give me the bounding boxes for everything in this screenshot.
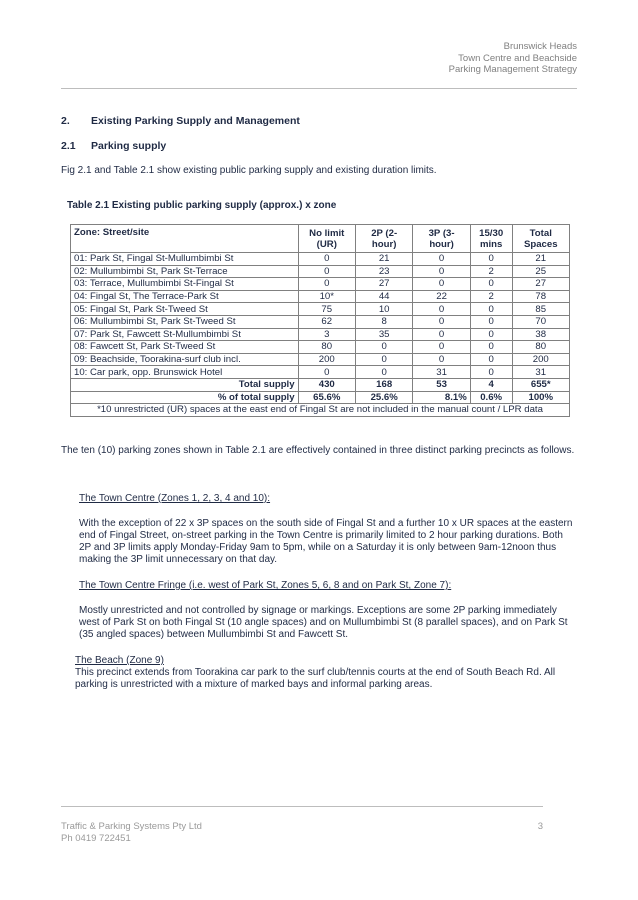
table-cell: 70 xyxy=(512,315,569,328)
table-cell: 8 xyxy=(355,315,412,328)
table-cell: 0 xyxy=(470,341,512,354)
table-cell: 31 xyxy=(413,366,470,379)
table-cell: 0 xyxy=(413,315,470,328)
table-row xyxy=(71,366,570,379)
table-cell: 0 xyxy=(413,341,470,354)
table-row xyxy=(71,328,570,341)
footer-company: Traffic & Parking Systems Pty Ltd xyxy=(61,821,202,832)
table-cell: 100% xyxy=(512,391,569,404)
table-cell: 06: Mullumbimbi St, Park St-Tweed St xyxy=(71,315,299,328)
fringe-text: Mostly unrestricted and not controlled by signage or markings. Exceptions are some 2P parking immediately west of Park St on both Fingal St (10 angle spaces) and on Mullumbimbi St (8 parallel spaces), and on Park St (35 angled spaces) between Mullumbimbi St and Fawcett St. xyxy=(79,605,568,640)
table-cell: 65.6% xyxy=(298,391,355,404)
subsection-title: Parking supply xyxy=(91,140,167,152)
table-cell: 53 xyxy=(413,378,470,391)
total-label: Total supply xyxy=(71,378,299,391)
table-cell: 8.1% xyxy=(413,391,470,404)
col-header-2p: 2P (2-hour) xyxy=(355,225,412,253)
table-cell: 0 xyxy=(413,303,470,316)
table-cell: 430 xyxy=(298,378,355,391)
percent-row xyxy=(71,391,570,404)
table-cell: 3 xyxy=(298,328,355,341)
table-note: *10 unrestricted (UR) spaces at the east end of Fingal St are not included in the manual count / LPR data xyxy=(71,404,570,417)
intro-paragraph: Fig 2.1 and Table 2.1 show existing public parking supply and existing duration limits. xyxy=(61,165,437,176)
town-centre-heading: The Town Centre (Zones 1, 2, 3, 4 and 10): xyxy=(79,493,271,504)
table-row xyxy=(71,253,570,266)
table-cell: 23 xyxy=(355,265,412,278)
subsection-number: 2.1 xyxy=(61,140,76,152)
table-cell: 44 xyxy=(355,290,412,303)
beach-text: This precinct extends from Toorakina car park to the surf club/tennis courts at the end of South Beach Rd. All parking is unrestricted with a mixture of marked bays and informal parking areas. xyxy=(75,667,556,690)
table-cell: 25 xyxy=(512,265,569,278)
section-number: 2. xyxy=(61,115,70,127)
table-cell: 04: Fingal St, The Terrace-Park St xyxy=(71,290,299,303)
col-header-3p: 3P (3-hour) xyxy=(413,225,470,253)
table-cell: 0 xyxy=(298,366,355,379)
table-cell: 01: Park St, Fingal St-Mullumbimbi St xyxy=(71,253,299,266)
table-cell: 21 xyxy=(355,253,412,266)
table-note-row xyxy=(71,404,570,417)
table-caption: Table 2.1 Existing public parking supply (approx.) x zone xyxy=(67,200,337,211)
subsection-heading xyxy=(61,140,166,152)
header-line-2: Town Centre and Beachside xyxy=(458,52,577,64)
table-cell: 22 xyxy=(413,290,470,303)
total-supply-row xyxy=(71,378,570,391)
header-divider xyxy=(61,88,577,89)
table-cell: 35 xyxy=(355,328,412,341)
col-header-zone: Zone: Street/site xyxy=(71,225,299,253)
table-cell: 31 xyxy=(512,366,569,379)
table-cell: 02: Mullumbimbi St, Park St-Terrace xyxy=(71,265,299,278)
table-cell: 200 xyxy=(512,353,569,366)
table-row xyxy=(71,341,570,354)
table-cell: 0 xyxy=(470,353,512,366)
table-cell: 27 xyxy=(512,278,569,291)
table-cell: 200 xyxy=(298,353,355,366)
table-header-row xyxy=(71,225,570,253)
table-cell: 0 xyxy=(298,253,355,266)
table-cell: 10* xyxy=(298,290,355,303)
table-cell: 07: Park St, Fawcett St-Mullumbimbi St xyxy=(71,328,299,341)
page-footer xyxy=(61,821,202,844)
col-header-total: Total Spaces xyxy=(512,225,569,253)
table-row xyxy=(71,290,570,303)
table-cell: 168 xyxy=(355,378,412,391)
table-cell: 21 xyxy=(512,253,569,266)
table-row xyxy=(71,278,570,291)
table-cell: 38 xyxy=(512,328,569,341)
table-cell: 0 xyxy=(355,366,412,379)
table-cell: 27 xyxy=(355,278,412,291)
table-cell: 03: Terrace, Mullumbimbi St-Fingal St xyxy=(71,278,299,291)
table-cell: 0 xyxy=(413,328,470,341)
table-cell: 0 xyxy=(355,341,412,354)
table-cell: 05: Fingal St, Park St-Tweed St xyxy=(71,303,299,316)
table-cell: 0 xyxy=(413,278,470,291)
header-line-1: Brunswick Heads xyxy=(503,41,577,52)
table-cell: 655* xyxy=(512,378,569,391)
section-title: Existing Parking Supply and Management xyxy=(91,115,300,127)
col-header-15-30: 15/30 mins xyxy=(470,225,512,253)
table-cell: 10 xyxy=(355,303,412,316)
after-table-paragraph: The ten (10) parking zones shown in Table 2.1 are effectively contained in three distinct parking precincts as follows. xyxy=(61,445,575,456)
table-row xyxy=(71,315,570,328)
table-cell: 0 xyxy=(413,265,470,278)
table-cell: 0 xyxy=(470,366,512,379)
table-cell: 80 xyxy=(298,341,355,354)
table-cell: 10: Car park, opp. Brunswick Hotel xyxy=(71,366,299,379)
table-cell: 09: Beachside, Toorakina-surf club incl. xyxy=(71,353,299,366)
footer-phone: Ph 0419 722451 xyxy=(61,832,131,844)
town-centre-text: With the exception of 22 x 3P spaces on the south side of Fingal St and a further 10 x UR spaces at the eastern end of Fingal Street, on-street parking in the Town Centre is primarily limited to 2 hour parking durations. Both 2P and 3P limits apply Monday-Friday 9am to 5pm, while on a Saturday it is only between 9am-12noon thus making the 3P limit unnecessary on that day. xyxy=(79,518,573,565)
table-cell: 4 xyxy=(470,378,512,391)
beach-heading: The Beach (Zone 9) xyxy=(75,655,164,666)
table-cell: 75 xyxy=(298,303,355,316)
table-cell: 2 xyxy=(470,290,512,303)
footer-divider xyxy=(61,806,543,807)
table-cell: 0 xyxy=(470,315,512,328)
table-row xyxy=(71,353,570,366)
table-cell: 08: Fawcett St, Park St-Tweed St xyxy=(71,341,299,354)
table-cell: 0 xyxy=(470,328,512,341)
header-line-3: Parking Management Strategy xyxy=(448,64,577,75)
col-header-no-limit: No limit (UR) xyxy=(298,225,355,253)
fringe-heading: The Town Centre Fringe (i.e. west of Park St, Zones 5, 6, 8 and on Park St, Zone 7): xyxy=(79,580,452,591)
page-header xyxy=(449,41,577,76)
table-cell: 0 xyxy=(355,353,412,366)
table-cell: 0 xyxy=(470,303,512,316)
table-row xyxy=(71,265,570,278)
table-cell: 0 xyxy=(470,278,512,291)
table-cell: 0 xyxy=(298,278,355,291)
table-cell: 0.6% xyxy=(470,391,512,404)
page-number: 3 xyxy=(537,821,543,832)
table-cell: 25.6% xyxy=(355,391,412,404)
table-cell: 0 xyxy=(413,353,470,366)
table-cell: 85 xyxy=(512,303,569,316)
section-heading xyxy=(61,115,300,127)
table-cell: 0 xyxy=(413,253,470,266)
table-cell: 78 xyxy=(512,290,569,303)
table-row xyxy=(71,303,570,316)
parking-supply-table xyxy=(70,224,570,417)
table-cell: 62 xyxy=(298,315,355,328)
table-cell: 2 xyxy=(470,265,512,278)
table-cell: 0 xyxy=(298,265,355,278)
table-cell: 0 xyxy=(470,253,512,266)
table-cell: 80 xyxy=(512,341,569,354)
percent-label: % of total supply xyxy=(71,391,299,404)
